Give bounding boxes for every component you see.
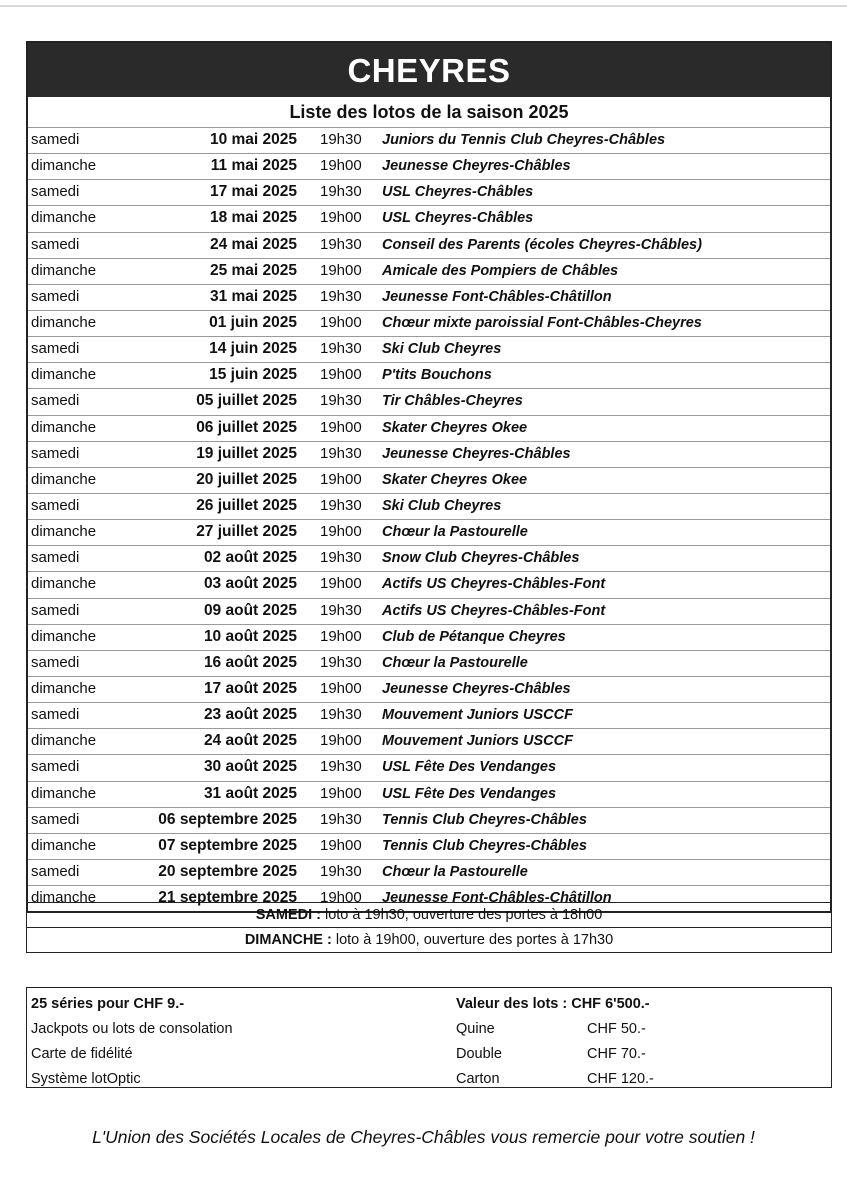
date-cell: 06 juillet 2025: [196, 418, 297, 436]
organizer-cell: Jeunesse Cheyres-Châbles: [382, 445, 571, 462]
time-cell: 19h00: [320, 366, 362, 384]
date-cell: 24 août 2025: [203, 732, 297, 750]
day-cell: samedi: [31, 810, 80, 828]
time-cell: 19h30: [320, 183, 362, 201]
day-cell: samedi: [31, 444, 80, 462]
date-cell: 30 août 2025: [203, 758, 297, 776]
day-cell: samedi: [31, 758, 80, 776]
footer-thanks: L'Union des Sociétés Locales de Cheyres-Châbles vous remercie pour votre soutien !: [92, 1127, 755, 1147]
date-cell: 26 juillet 2025: [196, 496, 297, 514]
time-cell: 19h30: [320, 653, 362, 671]
organizer-cell: Actifs US Cheyres-Châbles-Font: [382, 602, 606, 619]
date-cell: 07 septembre 2025: [158, 836, 297, 854]
day-cell: samedi: [31, 601, 80, 619]
organizer-cell: Ski Club Cheyres: [382, 341, 502, 358]
organizer-cell: Actifs US Cheyres-Châbles-Font: [382, 576, 606, 593]
day-cell: samedi: [31, 496, 80, 514]
organizer-cell: Jeunesse Cheyres-Châbles: [382, 680, 571, 697]
date-cell: 10 août 2025: [203, 627, 297, 645]
day-cell: dimanche: [31, 418, 97, 436]
info-right-column: [456, 992, 696, 1092]
table-row: [28, 519, 830, 545]
time-cell: 19h30: [320, 496, 362, 514]
table-row: [28, 336, 830, 362]
day-cell: samedi: [31, 287, 80, 305]
time-cell: 19h30: [320, 235, 362, 253]
time-cell: 19h30: [320, 706, 362, 724]
organizer-cell: Mouvement Juniors USCCF: [382, 707, 573, 724]
saturday-label: SAMEDI :: [255, 907, 321, 923]
day-cell: dimanche: [31, 889, 97, 907]
schedule-rows: [28, 127, 830, 911]
table-row: [28, 545, 830, 571]
table-row: [28, 650, 830, 676]
table-row: [28, 232, 830, 258]
series-price: 25 séries pour CHF 9.-: [31, 996, 185, 1012]
organizer-cell: USL Cheyres-Châbles: [382, 184, 534, 201]
time-cell: 19h30: [320, 810, 362, 828]
table-row: [28, 807, 830, 833]
organizer-cell: Conseil des Parents (écoles Cheyres-Châbles): [382, 236, 702, 253]
table-row: [28, 310, 830, 336]
jackpots-text: Jackpots ou lots de consolation: [31, 1021, 233, 1037]
table-row: [28, 702, 830, 728]
table-row: [28, 859, 830, 885]
day-cell: dimanche: [31, 679, 97, 697]
day-cell: dimanche: [31, 470, 97, 488]
date-cell: 01 juin 2025: [209, 313, 297, 331]
organizer-cell: Club de Pétanque Cheyres: [382, 628, 566, 645]
day-cell: samedi: [31, 183, 80, 201]
prize-value: CHF 120.-: [587, 1071, 654, 1087]
day-cell: dimanche: [31, 157, 97, 175]
table-row: [28, 441, 830, 467]
table-row: [28, 205, 830, 231]
date-cell: 20 juillet 2025: [196, 470, 297, 488]
day-cell: dimanche: [31, 575, 97, 593]
time-cell: 19h30: [320, 549, 362, 567]
time-cell: 19h00: [320, 209, 362, 227]
time-cell: 19h30: [320, 287, 362, 305]
time-cell: 19h30: [320, 340, 362, 358]
day-cell: dimanche: [31, 732, 97, 750]
date-cell: 15 juin 2025: [209, 366, 297, 384]
day-cell: dimanche: [31, 366, 97, 384]
date-cell: 27 juillet 2025: [196, 523, 297, 541]
sunday-text: loto à 19h00, ouverture des portes à 17h30: [331, 932, 614, 948]
organizer-cell: Ski Club Cheyres: [382, 497, 502, 514]
prize-row: [456, 1067, 696, 1092]
organizer-cell: Chœur la Pastourelle: [382, 524, 528, 541]
page-subtitle: Liste des lotos de la saison 2025: [289, 102, 569, 122]
table-row: [28, 728, 830, 754]
saturday-text: loto à 19h30, ouverture des portes à 18h00: [320, 907, 603, 923]
time-cell: 19h00: [320, 575, 362, 593]
day-cell: dimanche: [31, 313, 97, 331]
lotoptic-text: Système lotOptic: [31, 1071, 141, 1087]
organizer-cell: Snow Club Cheyres-Châbles: [382, 550, 580, 567]
date-cell: 24 mai 2025: [209, 235, 297, 253]
organizer-cell: Chœur la Pastourelle: [382, 863, 528, 880]
organizer-cell: Chœur la Pastourelle: [382, 654, 528, 671]
time-cell: 19h00: [320, 836, 362, 854]
organizer-cell: Chœur mixte paroissial Font-Châbles-Cheyres: [382, 314, 702, 331]
prize-value-total: Valeur des lots : CHF 6'500.-: [456, 996, 650, 1012]
prize-info-box: [26, 987, 832, 1088]
time-cell: 19h30: [320, 392, 362, 410]
prize-label: Carton: [456, 1071, 500, 1087]
day-cell: samedi: [31, 392, 80, 410]
organizer-cell: P'tits Bouchons: [382, 367, 492, 384]
date-cell: 03 août 2025: [203, 575, 297, 593]
time-cell: 19h00: [320, 889, 362, 907]
table-row: [28, 179, 830, 205]
day-cell: dimanche: [31, 784, 97, 802]
day-cell: dimanche: [31, 523, 97, 541]
prize-row: [456, 1017, 696, 1042]
table-row: [28, 153, 830, 179]
date-cell: 17 mai 2025: [209, 183, 297, 201]
organizer-cell: Jeunesse Font-Châbles-Châtillon: [382, 288, 612, 305]
prize-label: Double: [456, 1046, 502, 1062]
organizer-cell: Amicale des Pompiers de Châbles: [382, 262, 619, 279]
prize-label: Quine: [456, 1021, 495, 1037]
date-cell: 05 juillet 2025: [196, 392, 297, 410]
loyalty-card-text: Carte de fidélité: [31, 1046, 133, 1062]
date-cell: 19 juillet 2025: [196, 444, 297, 462]
scan-edge-line: [0, 5, 847, 7]
date-cell: 31 mai 2025: [209, 287, 297, 305]
organizer-cell: Tennis Club Cheyres-Châbles: [382, 837, 587, 854]
date-cell: 16 août 2025: [203, 653, 297, 671]
prize-value: CHF 50.-: [587, 1021, 646, 1037]
table-row: [28, 258, 830, 284]
table-row: [28, 833, 830, 859]
day-cell: dimanche: [31, 209, 97, 227]
saturday-hours: [27, 903, 831, 927]
organizer-cell: USL Fête Des Vendanges: [382, 785, 557, 802]
date-cell: 14 juin 2025: [209, 340, 297, 358]
date-cell: 20 septembre 2025: [158, 862, 297, 880]
day-cell: samedi: [31, 131, 80, 148]
date-cell: 02 août 2025: [203, 549, 297, 567]
date-cell: 18 mai 2025: [209, 209, 297, 227]
date-cell: 06 septembre 2025: [158, 810, 297, 828]
table-row: [28, 598, 830, 624]
table-row: [28, 362, 830, 388]
table-row: [28, 781, 830, 807]
date-cell: 17 août 2025: [203, 679, 297, 697]
time-cell: 19h00: [320, 313, 362, 331]
organizer-cell: Skater Cheyres Okee: [382, 471, 528, 488]
day-cell: samedi: [31, 235, 80, 253]
day-cell: samedi: [31, 862, 80, 880]
day-cell: samedi: [31, 653, 80, 671]
sunday-hours: [27, 927, 831, 952]
day-cell: samedi: [31, 706, 80, 724]
organizer-cell: USL Fête Des Vendanges: [382, 759, 557, 776]
prize-row: [456, 1042, 696, 1067]
info-left-column: [31, 992, 233, 1092]
time-cell: 19h00: [320, 627, 362, 645]
time-cell: 19h00: [320, 679, 362, 697]
time-cell: 19h30: [320, 758, 362, 776]
table-row: [28, 284, 830, 310]
day-cell: dimanche: [31, 836, 97, 854]
organizer-cell: USL Cheyres-Châbles: [382, 210, 534, 227]
table-row: [28, 624, 830, 650]
opening-hours-box: [26, 902, 832, 953]
time-cell: 19h00: [320, 261, 362, 279]
time-cell: 19h30: [320, 131, 362, 148]
organizer-cell: Juniors du Tennis Club Cheyres-Châbles: [382, 132, 666, 148]
organizer-cell: Skater Cheyres Okee: [382, 419, 528, 436]
time-cell: 19h00: [320, 523, 362, 541]
time-cell: 19h30: [320, 601, 362, 619]
organizer-cell: Tennis Club Cheyres-Châbles: [382, 811, 587, 828]
table-row: [28, 676, 830, 702]
organizer-cell: Tir Châbles-Cheyres: [382, 393, 523, 410]
date-cell: 09 août 2025: [203, 601, 297, 619]
date-cell: 31 août 2025: [203, 784, 297, 802]
table-row: [28, 388, 830, 414]
day-cell: samedi: [31, 340, 80, 358]
sunday-label: DIMANCHE :: [244, 932, 332, 948]
day-cell: dimanche: [31, 627, 97, 645]
day-cell: samedi: [31, 549, 80, 567]
organizer-cell: Jeunesse Cheyres-Châbles: [382, 158, 571, 175]
date-cell: 21 septembre 2025: [158, 889, 297, 907]
prize-value: CHF 70.-: [587, 1046, 646, 1062]
table-row: [28, 493, 830, 519]
table-row: [28, 467, 830, 493]
table-row: [28, 127, 830, 153]
page-title: CHEYRES: [28, 43, 830, 97]
table-row: [28, 754, 830, 780]
time-cell: 19h00: [320, 157, 362, 175]
day-cell: dimanche: [31, 261, 97, 279]
time-cell: 19h00: [320, 418, 362, 436]
table-row: [28, 415, 830, 441]
loto-schedule-table: [26, 41, 832, 913]
date-cell: 11 mai 2025: [210, 157, 297, 175]
time-cell: 19h00: [320, 784, 362, 802]
time-cell: 19h30: [320, 444, 362, 462]
date-cell: 23 août 2025: [203, 706, 297, 724]
time-cell: 19h00: [320, 732, 362, 750]
time-cell: 19h00: [320, 470, 362, 488]
time-cell: 19h30: [320, 862, 362, 880]
date-cell: 10 mai 2025: [209, 131, 297, 148]
organizer-cell: Jeunesse Font-Châbles-Châtillon: [382, 890, 612, 907]
table-row: [28, 571, 830, 597]
date-cell: 25 mai 2025: [209, 261, 297, 279]
organizer-cell: Mouvement Juniors USCCF: [382, 733, 573, 750]
